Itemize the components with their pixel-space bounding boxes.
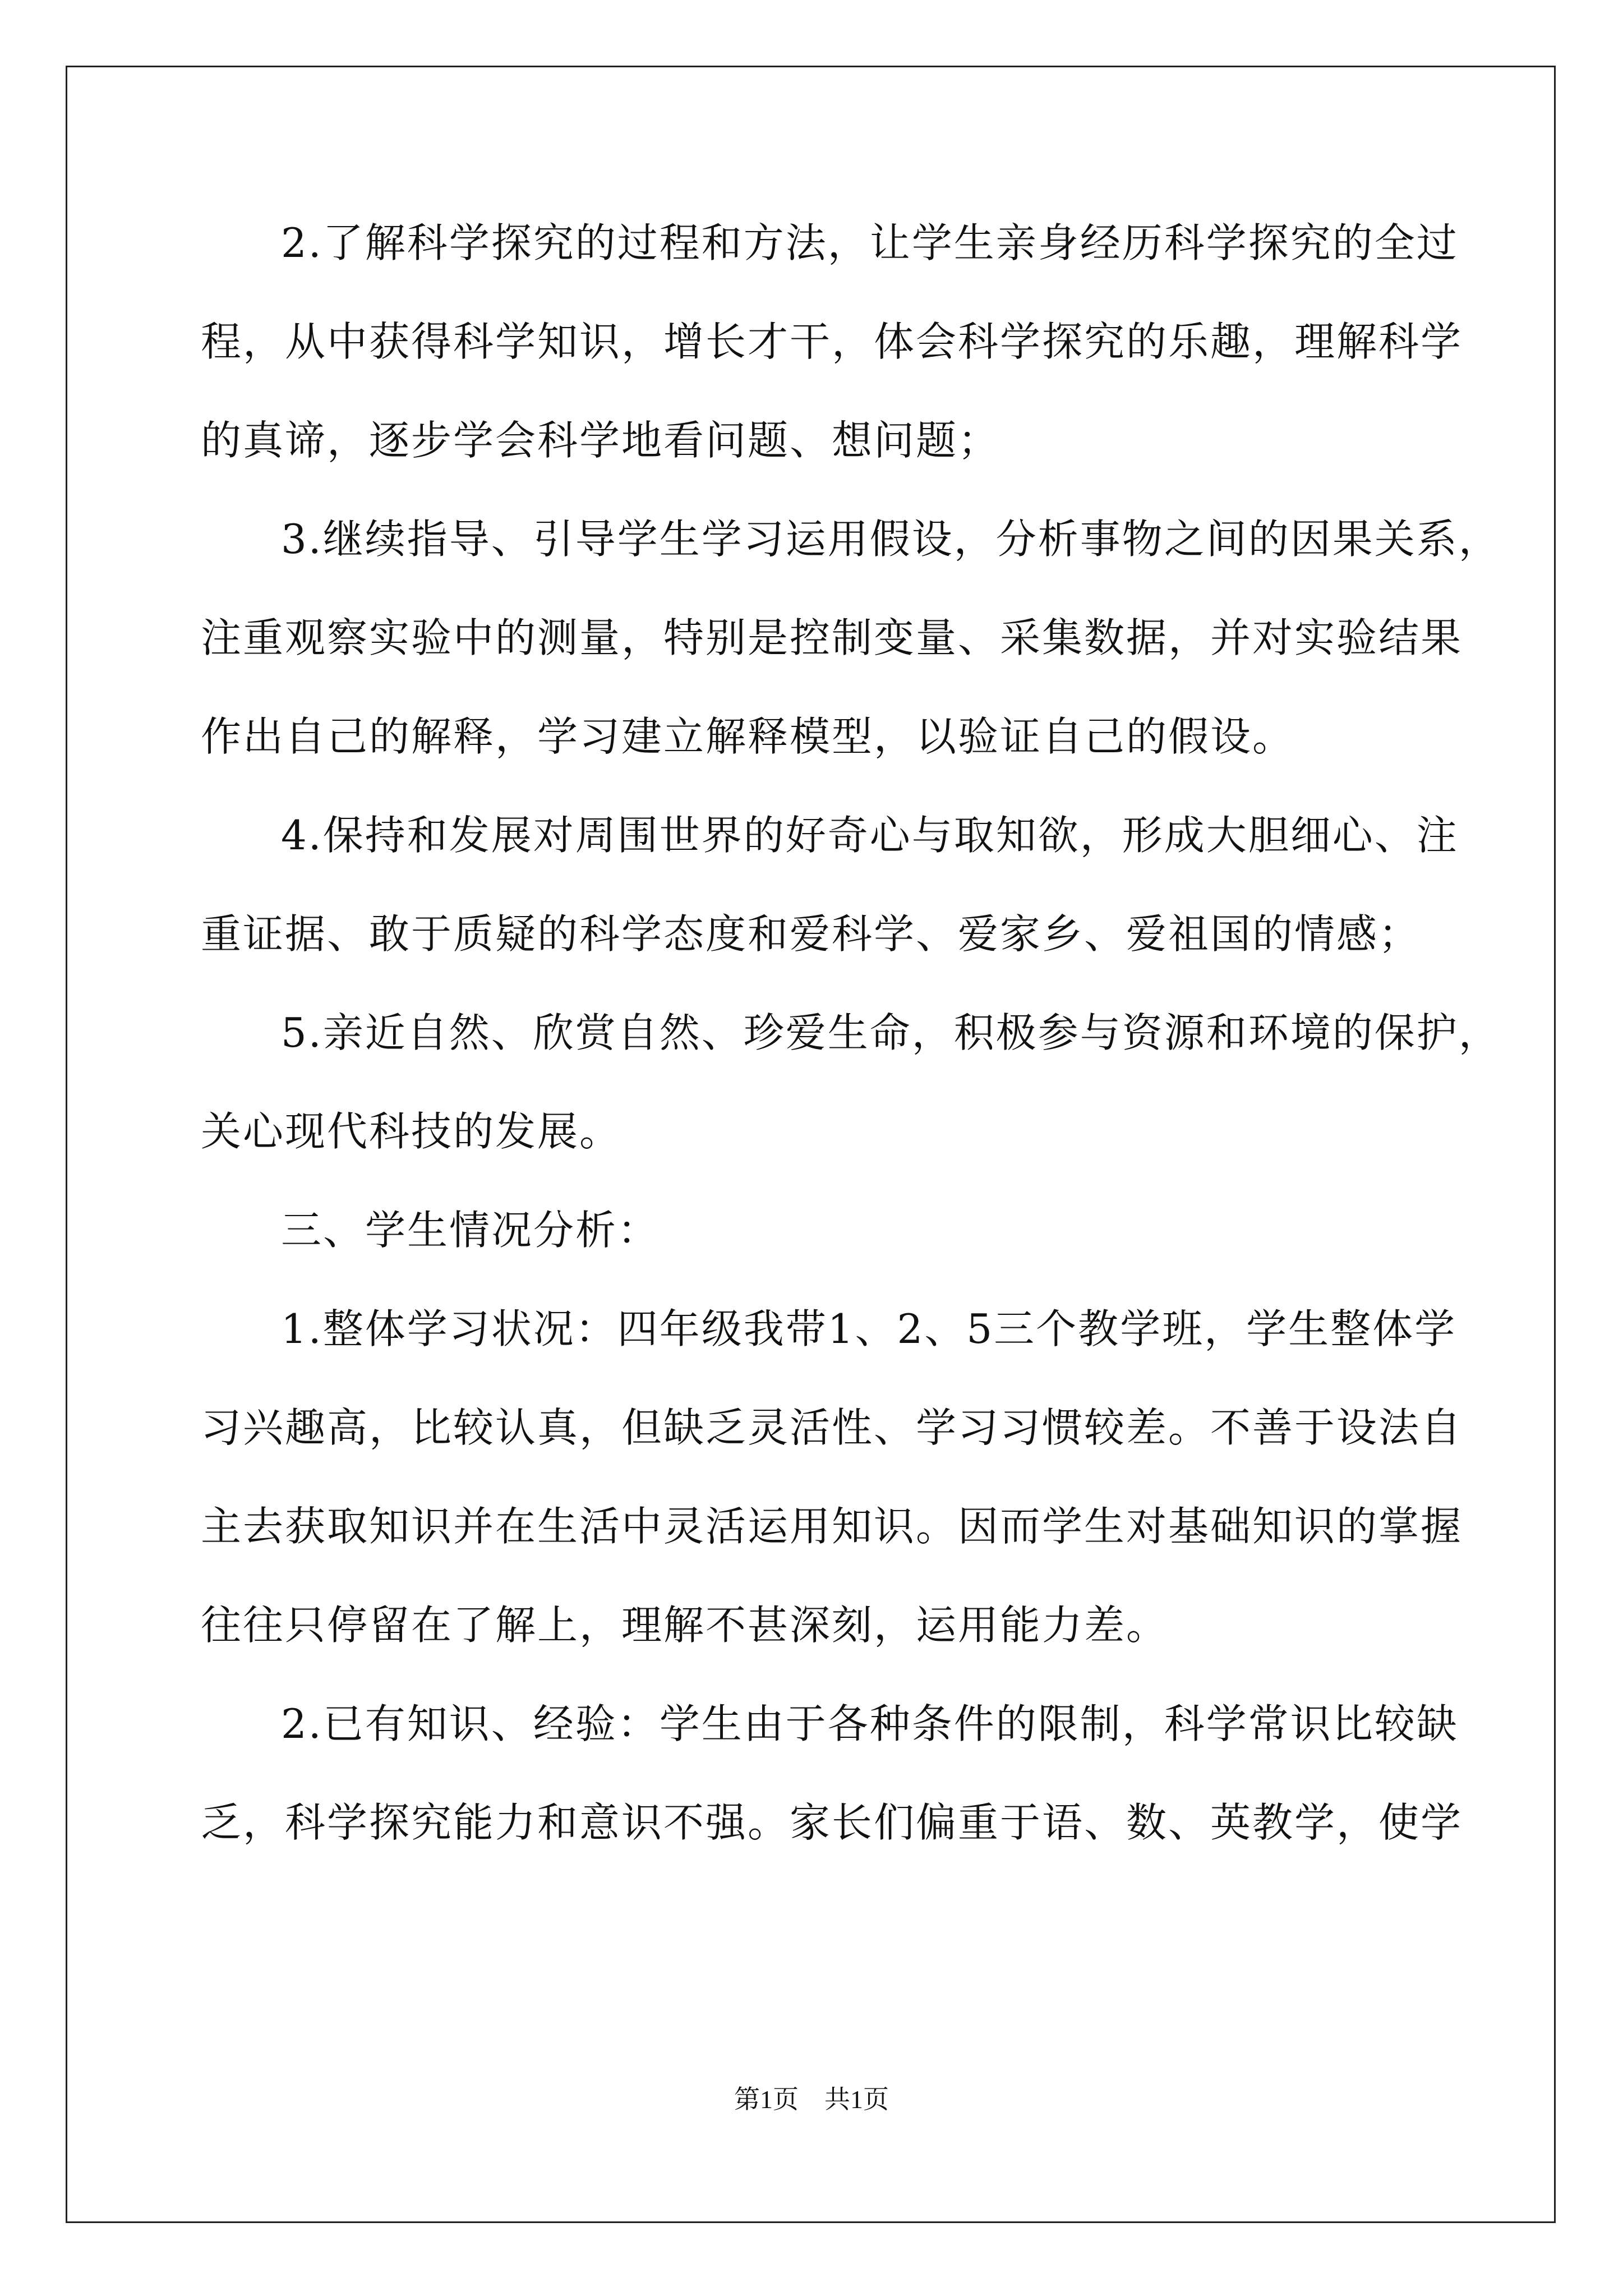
text-line: 关心现代科技的发展。 bbox=[201, 1108, 622, 1155]
text-line: 重证据、敢于质疑的科学态度和爱科学、爱家乡、爱祖国的情感； bbox=[201, 910, 1421, 958]
section-heading: 三、学生情况分析： bbox=[281, 1207, 660, 1254]
text-line: 4.保持和发展对周围世界的好奇心与取知欲，形成大胆细心、注 bbox=[281, 812, 1459, 859]
text-line: 程，从中获得科学知识，增长才干，体会科学探究的乐趣，理解科学 bbox=[201, 318, 1463, 365]
text-line: 5.亲近自然、欣赏自然、珍爱生命，积极参与资源和环境的保护， bbox=[281, 1009, 1501, 1056]
text-line: 往往只停留在了解上，理解不甚深刻，运用能力差。 bbox=[201, 1602, 1169, 1649]
text-line: 1.整体学习状况：四年级我带1、2、5三个教学班，学生整体学 bbox=[281, 1305, 1457, 1352]
text-line: 主去获取知识并在生活中灵活运用知识。因而学生对基础知识的掌握 bbox=[201, 1503, 1463, 1550]
text-line: 3.继续指导、引导学生学习运用假设，分析事物之间的因果关系， bbox=[281, 516, 1501, 563]
text-line: 习兴趣高，比较认真，但缺乏灵活性、学习习惯较差。不善于设法自 bbox=[201, 1404, 1463, 1451]
page-number-footer: 第1页 共1页 bbox=[734, 2085, 889, 2114]
text-line: 的真谛，逐步学会科学地看问题、想问题； bbox=[201, 417, 1000, 464]
text-line: 乏，科学探究能力和意识不强。家长们偏重于语、数、英教学，使学 bbox=[201, 1799, 1463, 1846]
text-line: 2.了解科学探究的过程和方法，让学生亲身经历科学探究的全过 bbox=[281, 219, 1459, 266]
text-line: 2.已有知识、经验：学生由于各种条件的限制，科学常识比较缺 bbox=[281, 1700, 1459, 1747]
text-line: 注重观察实验中的测量，特别是控制变量、采集数据，并对实验结果 bbox=[201, 614, 1463, 661]
text-line: 作出自己的解释，学习建立解释模型，以验证自己的假设。 bbox=[201, 713, 1295, 760]
document-body bbox=[201, 219, 1501, 1847]
